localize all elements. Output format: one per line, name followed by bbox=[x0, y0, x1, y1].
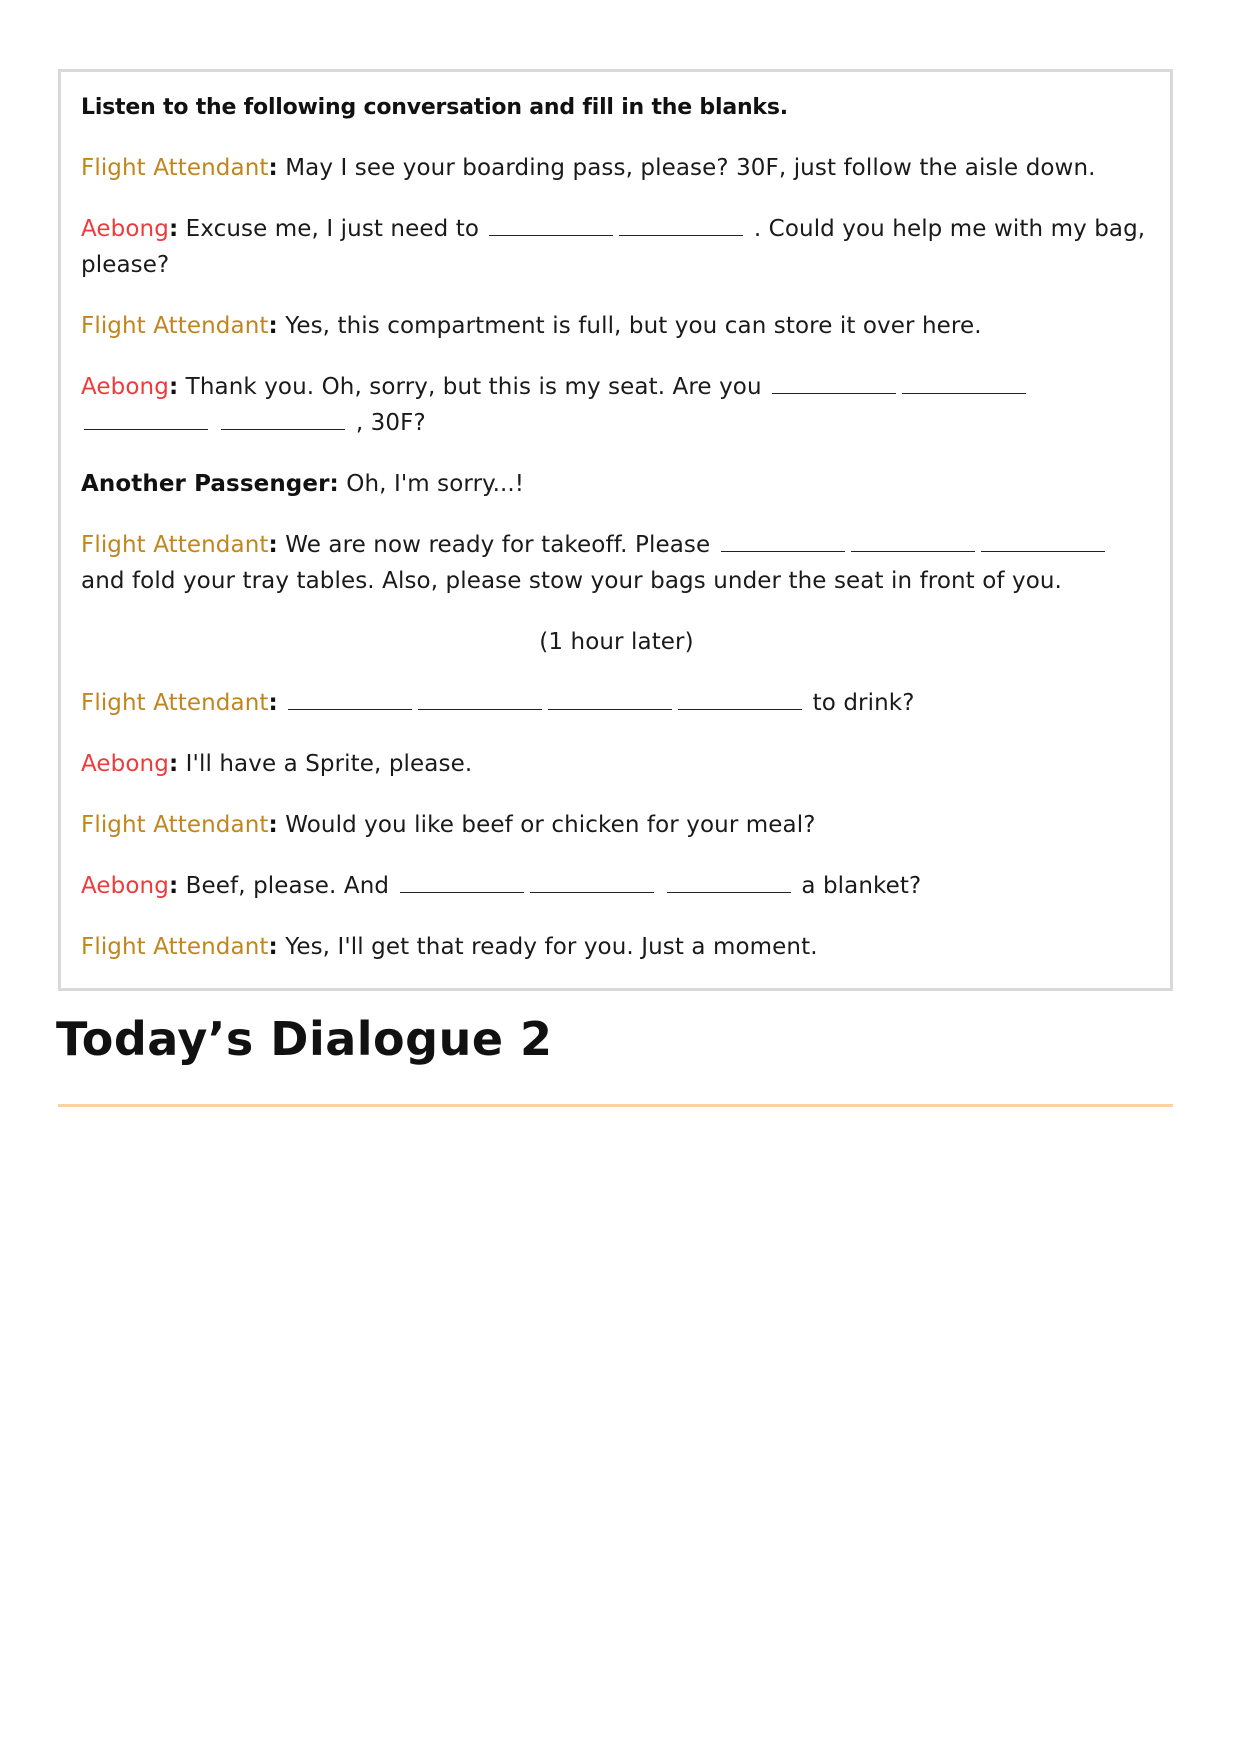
answer-blank[interactable] bbox=[902, 369, 1026, 394]
speaker-colon: : bbox=[268, 313, 278, 339]
dialogue-line bbox=[81, 929, 1152, 965]
dialogue-line bbox=[81, 685, 1152, 721]
answer-blank[interactable] bbox=[721, 527, 845, 552]
answer-blank[interactable] bbox=[981, 527, 1105, 552]
dialogue-line bbox=[81, 369, 1152, 441]
answer-blank[interactable] bbox=[548, 685, 672, 710]
speaker-colon: : bbox=[268, 812, 278, 838]
speaker-flight-attendant: Flight Attendant bbox=[81, 313, 269, 339]
line-text: a blanket? bbox=[801, 873, 922, 899]
speaker-flight-attendant: Flight Attendant bbox=[81, 690, 269, 716]
line-text: May I see your boarding pass, please? 30F, just follow the aisle down. bbox=[285, 155, 1096, 181]
dialogue-line bbox=[81, 150, 1152, 186]
line-text: , 30F? bbox=[355, 410, 426, 436]
answer-blank[interactable] bbox=[84, 405, 208, 430]
section-divider bbox=[58, 1104, 1173, 1107]
answer-blank[interactable] bbox=[288, 685, 412, 710]
dialogue-line bbox=[81, 746, 1152, 782]
speaker-aebong: Aebong bbox=[81, 374, 169, 400]
speaker-colon: : bbox=[168, 216, 179, 242]
line-text: Oh, I'm sorry...! bbox=[346, 471, 525, 497]
line-text: Yes, I'll get that ready for you. Just a moment. bbox=[285, 934, 818, 960]
line-text: and fold your tray tables. Also, please stow your bags under the seat in front of you. bbox=[81, 568, 1062, 594]
line-text: I'll have a Sprite, please. bbox=[185, 751, 473, 777]
answer-blank[interactable] bbox=[667, 868, 791, 893]
speaker-colon: : bbox=[168, 751, 179, 777]
line-text: Yes, this compartment is full, but you can store it over here. bbox=[285, 313, 982, 339]
answer-blank[interactable] bbox=[619, 211, 743, 236]
speaker-colon: : bbox=[268, 532, 278, 558]
speaker-aebong: Aebong bbox=[81, 751, 169, 777]
dialogue-line bbox=[81, 868, 1152, 904]
exercise-instruction: Listen to the following conversation and fill in the blanks. bbox=[81, 95, 788, 120]
answer-blank[interactable] bbox=[418, 685, 542, 710]
line-text: Thank you. Oh, sorry, but this is my seat. Are you bbox=[185, 374, 762, 400]
speaker-flight-attendant: Flight Attendant bbox=[81, 532, 269, 558]
answer-blank[interactable] bbox=[489, 211, 613, 236]
answer-blank[interactable] bbox=[400, 868, 524, 893]
speaker-flight-attendant: Flight Attendant bbox=[81, 155, 269, 181]
speaker-colon: : bbox=[268, 690, 278, 716]
dialogue-line bbox=[81, 308, 1152, 344]
dialogue-line bbox=[81, 466, 1152, 502]
speaker-colon: : bbox=[329, 471, 339, 497]
line-text: Beef, please. And bbox=[185, 873, 390, 899]
speaker-flight-attendant: Flight Attendant bbox=[81, 934, 269, 960]
speaker-colon: : bbox=[268, 934, 278, 960]
answer-blank[interactable] bbox=[530, 868, 654, 893]
speaker-colon: : bbox=[168, 873, 179, 899]
dialogue-line bbox=[81, 807, 1152, 843]
speaker-colon: : bbox=[168, 374, 179, 400]
line-text: Excuse me, I just need to bbox=[185, 216, 480, 242]
speaker-another-passenger: Another Passenger bbox=[81, 471, 330, 497]
speaker-colon: : bbox=[268, 155, 278, 181]
line-text: We are now ready for takeoff. Please bbox=[285, 532, 711, 558]
speaker-aebong: Aebong bbox=[81, 216, 169, 242]
answer-blank[interactable] bbox=[678, 685, 802, 710]
line-text: . Could you help me with my bag, please? bbox=[81, 216, 1146, 278]
answer-blank[interactable] bbox=[851, 527, 975, 552]
line-text: Would you like beef or chicken for your meal? bbox=[285, 812, 816, 838]
answer-blank[interactable] bbox=[221, 405, 345, 430]
speaker-flight-attendant: Flight Attendant bbox=[81, 812, 269, 838]
time-note: (1 hour later) bbox=[539, 629, 694, 655]
line-text: to drink? bbox=[812, 690, 915, 716]
dialogue-line bbox=[81, 527, 1152, 599]
speaker-aebong: Aebong bbox=[81, 873, 169, 899]
section-title: Today’s Dialogue 2 bbox=[56, 1012, 553, 1066]
dialogue-line bbox=[81, 211, 1152, 283]
answer-blank[interactable] bbox=[772, 369, 896, 394]
exercise-box bbox=[58, 69, 1173, 991]
